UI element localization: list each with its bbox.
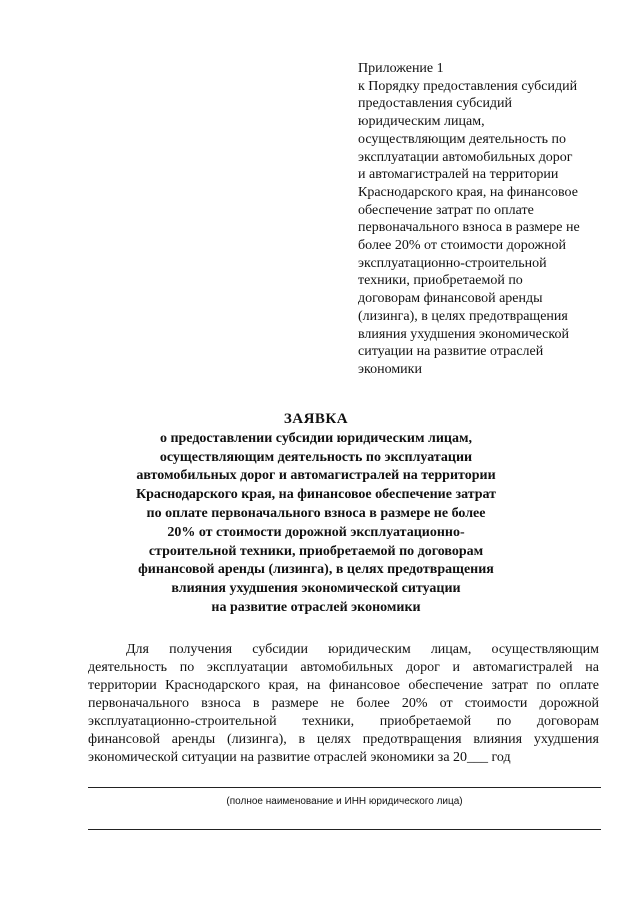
body-line: Для получения субсидии юридическим лицам, осуществляющим: [126, 642, 599, 657]
body-paragraph: [88, 641, 599, 767]
title-line: осуществляющим деятельность по эксплуатации: [159, 449, 473, 465]
appendix-line: обеспечение затрат по оплате: [358, 202, 534, 218]
body-line: первоначального взноса в размере не более 20% от стоимости дорожной: [88, 696, 599, 711]
entity-name-caption: (полное наименование и ИНН юридического лица): [226, 796, 463, 807]
title-line: влияния ухудшения экономической ситуации: [171, 581, 461, 597]
appendix-line: и автомагистралей на территории: [358, 167, 559, 183]
appendix-line: Краснодарского края, на финансовое: [358, 184, 578, 200]
title-line: по оплате первоначального взноса в размере не более: [146, 505, 486, 521]
title-line: автомобильных дорог и автомагистралей на территории: [136, 468, 496, 484]
appendix-line: осуществляющим деятельность по: [358, 131, 567, 147]
appendix-line: эксплуатации автомобильных дорог: [358, 149, 573, 165]
application-title: [0, 410, 632, 618]
title-line: о предоставлении субсидии юридическим лицам,: [159, 430, 473, 446]
appendix-line: влияния ухудшения экономической: [358, 326, 569, 342]
appendix-line: эксплуатационно-строительной: [358, 255, 547, 271]
appendix-line: Приложение 1: [358, 61, 444, 76]
title-line: Краснодарского края, на финансовое обеспечение затрат: [135, 487, 497, 503]
appendix-line: экономики: [358, 361, 422, 377]
appendix-line: к Порядку предоставления субсидий: [358, 78, 578, 94]
body-line: экономической ситуации на развитие отраслей экономики за 20___ год: [88, 750, 511, 765]
appendix-line: предоставления субсидий: [358, 96, 513, 112]
appendix-line: более 20% от стоимости дорожной: [358, 238, 567, 254]
document-heading: ЗАЯВКА: [283, 411, 349, 427]
body-line: эксплуатационно-строительной техники, приобретаемой по договорам: [88, 714, 599, 729]
body-line: финансовой аренды (лизинга), в целях предотвращения влияния ухудшения: [88, 732, 599, 747]
title-line: 20% от стоимости дорожной эксплуатационно-: [167, 524, 465, 540]
appendix-line: ситуации на развитие отраслей: [358, 344, 544, 360]
title-line: строительной техники, приобретаемой по договорам: [148, 543, 484, 559]
entity-name-fill-line[interactable]: [88, 787, 601, 788]
title-line: на развитие отраслей экономики: [211, 599, 421, 615]
appendix-line: договорам финансовой аренды: [358, 291, 543, 307]
appendix-line: первоначального взноса в размере не: [358, 220, 580, 236]
appendix-line: (лизинга), в целях предотвращения: [358, 308, 568, 324]
appendix-reference: [358, 60, 608, 379]
body-line: территории Краснодарского края, на финансовое обеспечение затрат по оплате: [88, 678, 599, 693]
appendix-line: юридическим лицам,: [358, 114, 485, 130]
body-line: деятельность по эксплуатации автомобильных дорог и автомагистралей на: [88, 660, 599, 675]
title-line: финансовой аренды (лизинга), в целях предотвращения: [138, 562, 494, 578]
appendix-line: техники, приобретаемой по: [358, 273, 523, 289]
second-fill-line[interactable]: [88, 829, 601, 830]
